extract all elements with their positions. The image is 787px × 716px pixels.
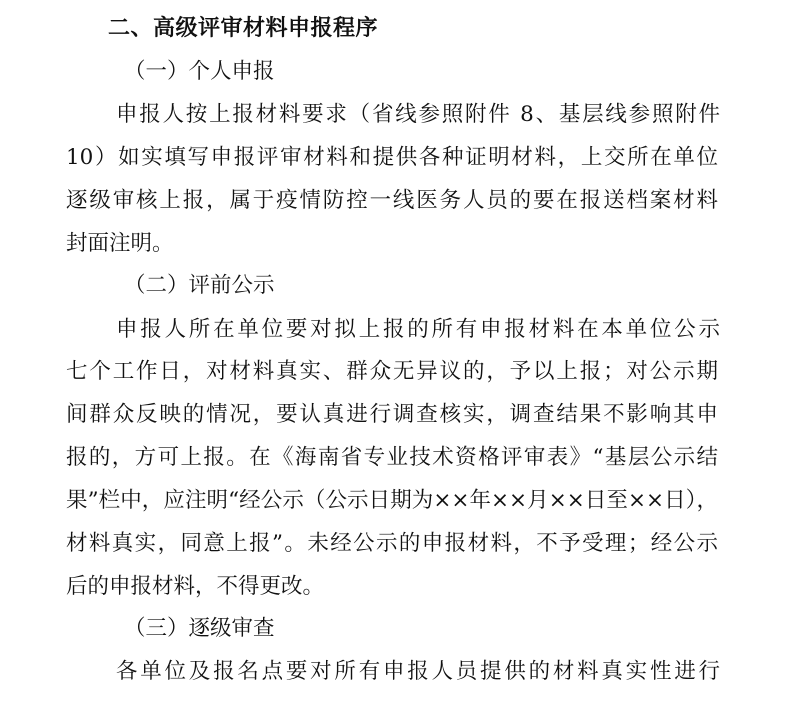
subsection-heading-personal-application: （一）个人申报 — [124, 59, 275, 84]
paragraph-line: 材料真实，同意上报”。未经公示的申报材料，不予受理；经公示 — [66, 531, 718, 556]
paragraph-line: 各单位及报名点要对所有申报人员提供的材料真实性进行 — [116, 659, 720, 684]
paragraph-line: 间群众反映的情况，要认真进行调查核实，调查结果不影响其申 — [66, 402, 718, 427]
paragraph-line: 逐级审核上报，属于疫情防控一线医务人员的要在报送档案材料 — [66, 188, 718, 213]
subsection-heading-level-review: （三）逐级审查 — [124, 616, 275, 641]
paragraph-line: 10）如实填写申报评审材料和提供各种证明材料，上交所在单位 — [66, 145, 718, 170]
paragraph-line: 申报人按上报材料要求（省线参照附件 8、基层线参照附件 — [116, 102, 720, 127]
paragraph-line: 后的申报材料，不得更改。 — [66, 574, 325, 599]
paragraph-line: 申报人所在单位要对拟上报的所有申报材料在本单位公示 — [116, 317, 720, 342]
paragraph-line: 报的，方可上报。在《海南省专业技术资格评审表》“基层公示结 — [66, 445, 718, 470]
paragraph-line: 封面注明。 — [66, 231, 174, 256]
section-title: 二、高级评审材料申报程序 — [108, 16, 379, 41]
paragraph-line: 七个工作日，对材料真实、群众无异议的，予以上报；对公示期 — [66, 359, 718, 384]
subsection-heading-pre-review-publicity: （二）评前公示 — [124, 273, 275, 298]
paragraph-line: 果”栏中，应注明“经公示（公示日期为××年××月××日至××日）， — [66, 488, 718, 513]
